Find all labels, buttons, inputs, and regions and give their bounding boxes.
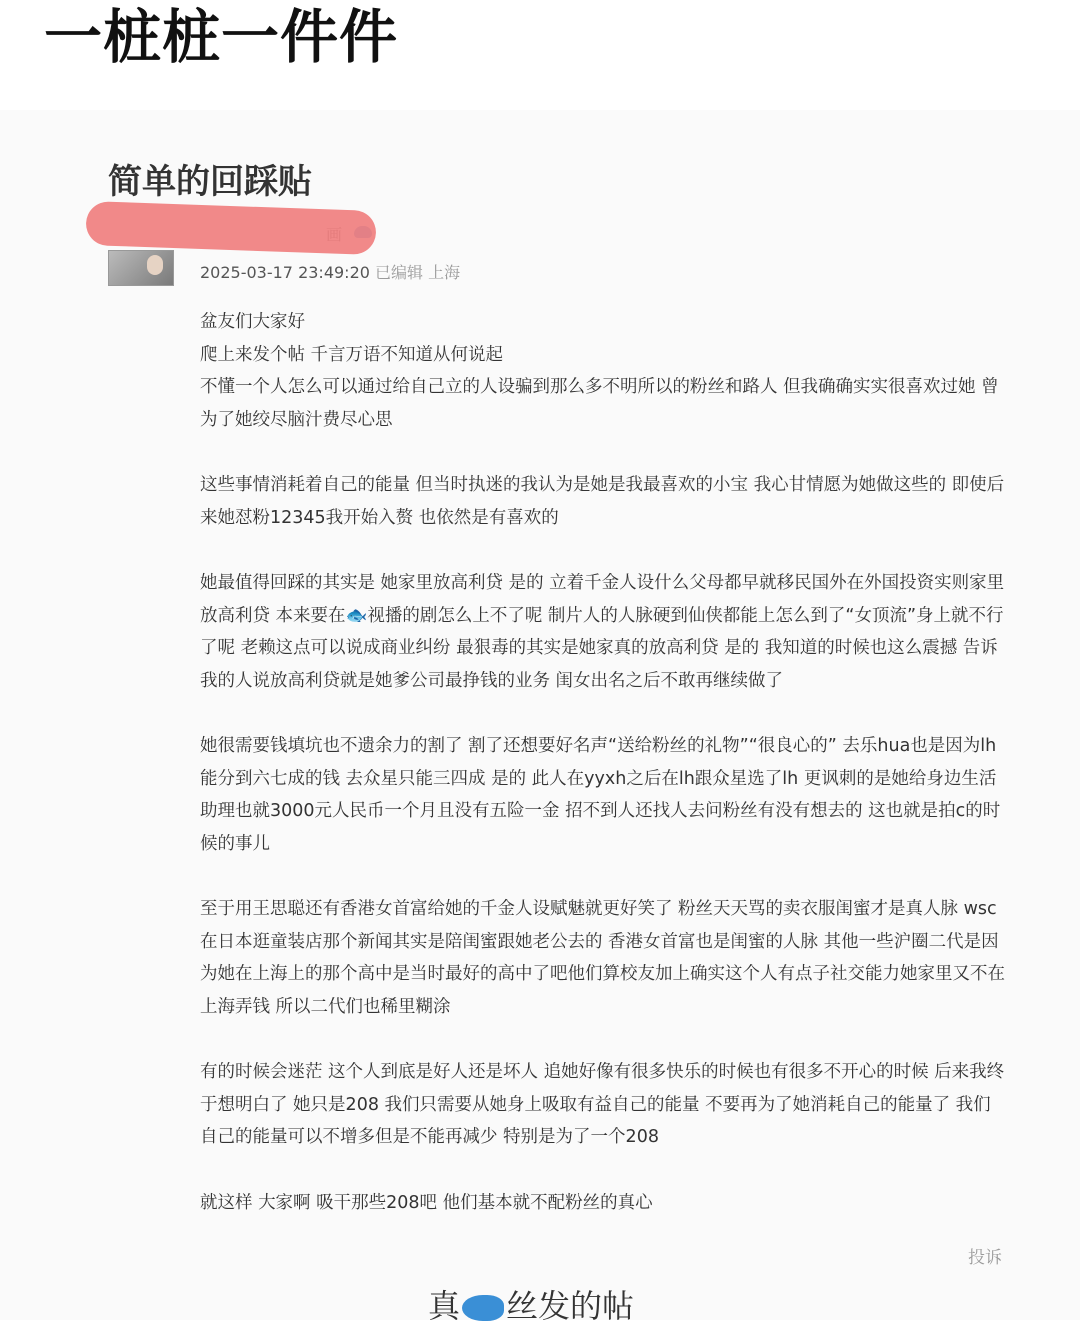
paragraph-4: 她很需要钱填坑也不遗余力的割了 割了还想要好名声“送给粉丝的礼物”“很良心的” 去乐hua也是因为lh能分到六七成的钱 去众星只能三四成 是的 此人在yyxh之后在lh跟众星选了lh 更讽刺的是她给身边生活助理也就3000元人民币一个月且没有五险一金 招不到人还找人去问粉丝有没有想去的 这也就是拍c的时候的事儿 <box>200 736 1001 854</box>
headline: 一桩桩一件件 <box>44 3 399 71</box>
post-title: 简单的回踩贴 <box>108 162 312 202</box>
paragraph-2: 这些事情消耗着自己的能量 但当时执迷的我认为是她是我最喜欢的小宝 我心甘情愿为她做这些的 即使后来她怼粉12345我开始入赘 也依然是有喜欢的 <box>200 475 1005 528</box>
footer-prefix: 真 <box>428 1287 461 1325</box>
paragraph-3: 她最值得回踩的其实是 她家里放高利贷 是的 立着千金人设什么父母都早就移民国外在外国投资实则家里放高利贷 本来要在🐟视播的剧怎么上不了呢 制片人的人脉硬到仙侠都能上怎么到了“女顶流”身上就不行了呢 老赖这点可以说成商业纠纷 最狠毒的其实是她家真的放高利贷 是的 我知道的时候也这么震撼 告诉我的人说放高利贷就是她爹公司最挣钱的业务 闺女出名之后不敢再继续做了 <box>200 573 1005 691</box>
line: 不懂一个人怎么可以通过给自己立的人设骗到那么多不明所以的粉丝和路人 但我确确实实很喜欢过她 曾为了她绞尽脑汁费尽心思 <box>200 377 999 430</box>
post-meta <box>200 262 460 284</box>
footer-suffix: 丝发的帖 <box>506 1287 635 1325</box>
location-label: 上海 <box>428 263 461 282</box>
line: 盆友们大家好 <box>200 312 305 332</box>
report-link[interactable]: 投诉 <box>968 1248 1002 1268</box>
paragraph-6: 有的时候会迷茫 这个人到底是好人还是坏人 追她好像有很多快乐的时候也有很多不开心的时候 后来我终于想明白了 她只是208 我们只需要从她身上吸取有益自己的能量 不要再为了她消耗自己的能量了 我们自己的能量可以不增多但是不能再减少 特别是为了一个208 <box>200 1062 1005 1147</box>
paragraph-5: 至于用王思聪还有香港女首富给她的千金人设赋魅就更好笑了 粉丝天天骂的卖衣服闺蜜才是真人脉 wsc在日本逛童装店那个新闻其实是陪闺蜜跟她老公去的 香港女首富也是闺蜜的人脉 其他一些沪圈二代是因为她在上海上的那个高中是当时最好的高中了吧他们算校友加上确实这个人有点子社交能力她家里又不在上海弄钱 所以二代们也稀里糊涂 <box>200 899 1005 1017</box>
edited-label: 已编辑 <box>375 263 424 282</box>
paragraph-7: 就这样 大家啊 吸干那些208吧 他们基本就不配粉丝的真心 <box>200 1192 653 1213</box>
post-body <box>200 306 1006 1219</box>
line: 爬上来发个帖 千言万语不知道从何说起 <box>200 344 504 365</box>
footer-caption <box>428 1286 634 1326</box>
avatar-face <box>147 255 163 275</box>
avatar[interactable] <box>108 250 174 286</box>
paragraph-1 <box>200 306 1006 436</box>
post-timestamp: 2025-03-17 23:49:20 <box>200 263 370 282</box>
fish-icon <box>462 1295 504 1321</box>
